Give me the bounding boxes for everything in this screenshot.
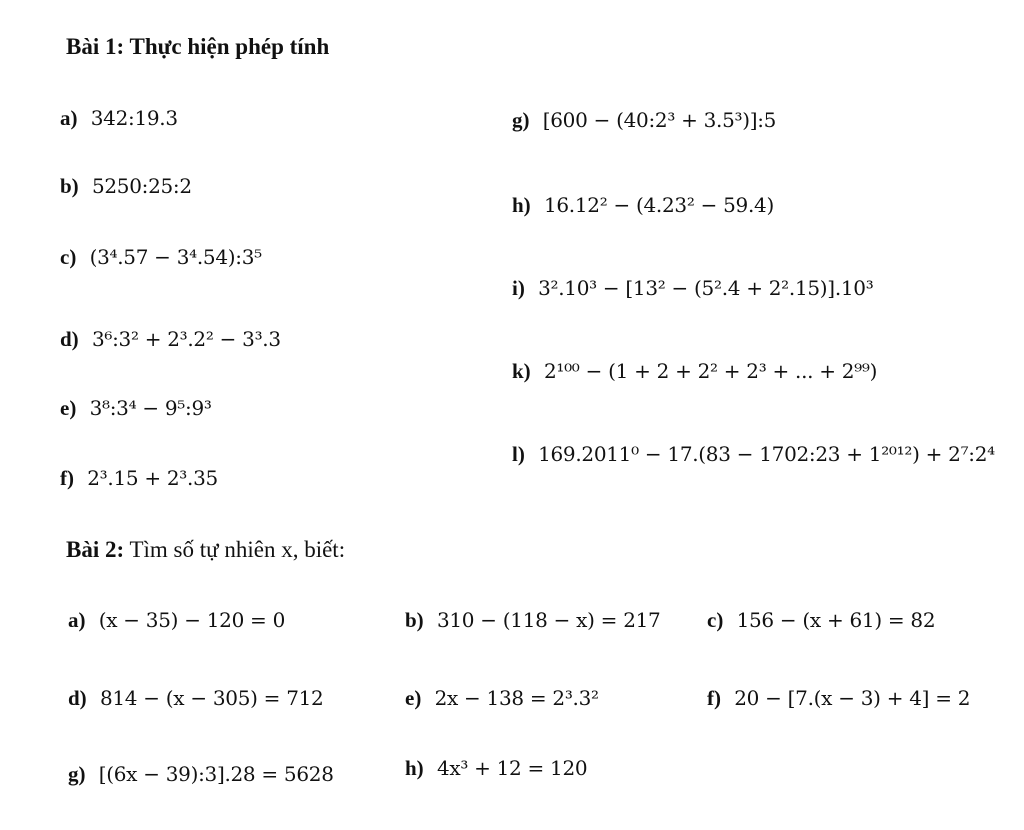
item-label: b)	[60, 174, 79, 198]
expression: (x − 35) − 120 = 0	[98, 608, 286, 632]
bai2-heading: Bài 2: Tìm số tự nhiên x, biết:	[66, 537, 346, 562]
bai1-item-d	[60, 329, 281, 350]
bai2-item-a	[68, 610, 285, 631]
item-label: c)	[707, 608, 724, 632]
expression: 169.2011⁰ − 17.(83 − 1702:23 + 1²⁰¹²) + 2⁷:2⁴	[538, 442, 995, 466]
expression: 2¹⁰⁰ − (1 + 2 + 2² + 2³ + ... + 2⁹⁹)	[543, 359, 878, 383]
expression: 4x³ + 12 = 120	[436, 756, 588, 780]
bai1-item-c	[60, 247, 262, 268]
item-label: f)	[707, 686, 721, 710]
item-label: l)	[512, 442, 525, 466]
expression: 5250:25:2	[91, 174, 192, 198]
item-label: i)	[512, 276, 525, 300]
bai1-item-l	[512, 444, 995, 465]
expression: 3⁶:3² + 2³.2² − 3³.3	[91, 327, 281, 351]
expression: 342:19.3	[90, 106, 178, 130]
expression: 2³.15 + 2³.35	[87, 466, 218, 490]
bai2-item-c	[707, 610, 935, 631]
bai1-item-h	[512, 195, 774, 216]
item-label: f)	[60, 466, 74, 490]
bai2-item-g	[68, 764, 334, 785]
bai1-item-e	[60, 398, 212, 419]
expression: 156 − (x + 61) = 82	[736, 608, 936, 632]
bai1-heading: Bài 1: Thực hiện phép tính	[66, 34, 330, 59]
expression: 16.12² − (4.23² − 59.4)	[543, 193, 774, 217]
bai2-item-d	[68, 688, 323, 709]
item-label: d)	[68, 686, 87, 710]
bai1-item-k	[512, 361, 877, 382]
expression: [600 − (40:2³ + 3.5³)]:5	[542, 108, 777, 132]
item-label: b)	[405, 608, 424, 632]
bai2-item-e	[405, 688, 599, 709]
item-label: c)	[60, 245, 77, 269]
bai1-item-a	[60, 108, 178, 129]
item-label: g)	[512, 108, 530, 132]
item-label: h)	[512, 193, 531, 217]
expression: 2x − 138 = 2³.3²	[434, 686, 599, 710]
bai2-item-b	[405, 610, 660, 631]
expression: [(6x − 39):3].28 = 5628	[98, 762, 334, 786]
bai1-item-b	[60, 176, 192, 197]
expression: 814 − (x − 305) = 712	[99, 686, 324, 710]
item-label: a)	[68, 608, 86, 632]
bai2-item-h	[405, 758, 587, 779]
item-label: e)	[405, 686, 422, 710]
expression: 3².10³ − [13² − (5².4 + 2².15)].10³	[538, 276, 874, 300]
expression: 310 − (118 − x) = 217	[436, 608, 661, 632]
item-label: d)	[60, 327, 79, 351]
item-label: g)	[68, 762, 86, 786]
item-label: k)	[512, 359, 531, 383]
expression: 3⁸:3⁴ − 9⁵:9³	[89, 396, 212, 420]
item-label: a)	[60, 106, 78, 130]
item-label: e)	[60, 396, 77, 420]
bai1-item-f	[60, 468, 218, 489]
item-label: h)	[405, 756, 424, 780]
expression: 20 − [7.(x − 3) + 4] = 2	[734, 686, 971, 710]
expression: (3⁴.57 − 3⁴.54):3⁵	[89, 245, 262, 269]
bai1-item-g	[512, 110, 776, 131]
bai1-item-i	[512, 278, 873, 299]
bai2-item-f	[707, 688, 970, 709]
